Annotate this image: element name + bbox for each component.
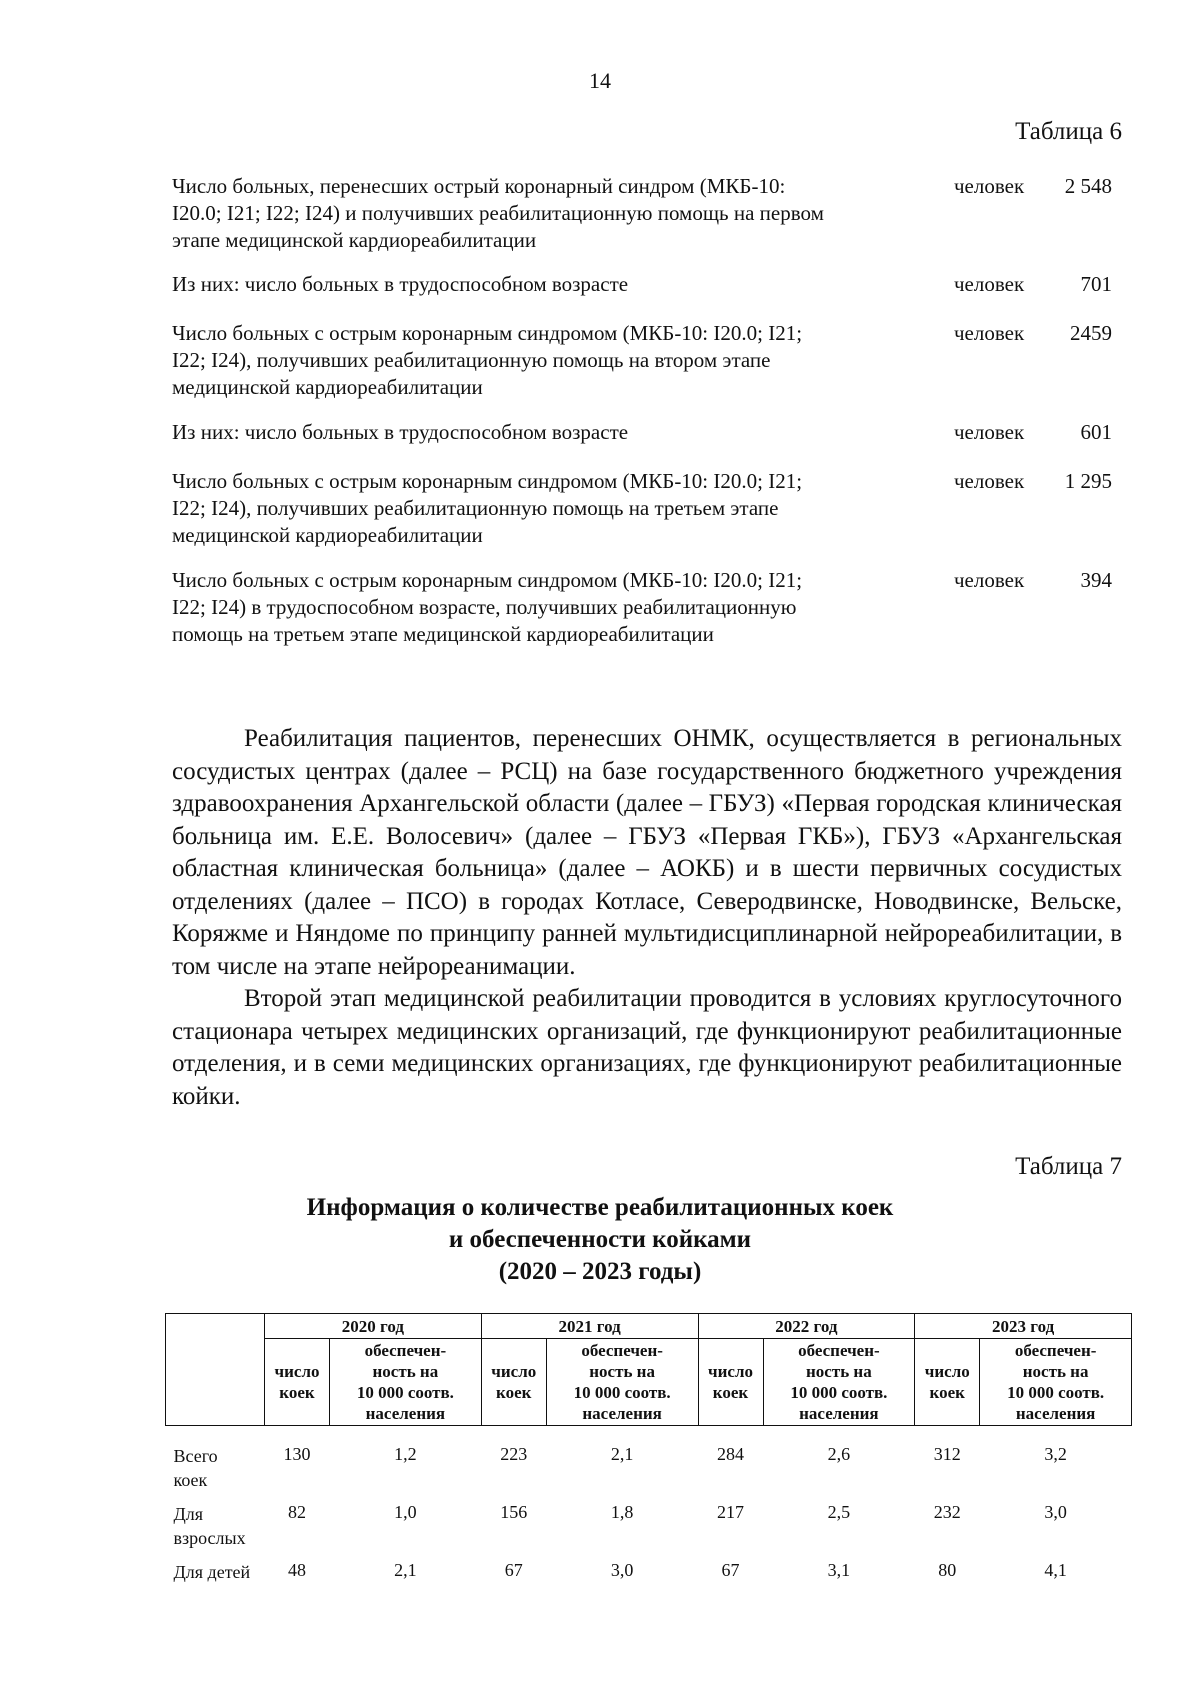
table-row	[166, 1560, 1132, 1618]
description-line: Из них: число больных в трудоспособном возрасте	[172, 420, 629, 444]
cell-value: 3,2	[1044, 1444, 1067, 1464]
provision-header	[546, 1339, 698, 1426]
header-line: обеспечен-	[364, 1341, 447, 1360]
title-line: (2020 – 2023 годы)	[498, 1258, 702, 1285]
cell-value: 232	[933, 1502, 961, 1522]
count-header	[698, 1339, 763, 1426]
header-line: ность на	[372, 1362, 439, 1381]
row-value: 394	[1080, 568, 1112, 592]
header-line: число	[924, 1362, 970, 1381]
row-description	[172, 419, 932, 446]
table-row	[166, 1426, 1132, 1503]
cell-value: 284	[717, 1444, 744, 1464]
header-line: 10 000 соотв.	[790, 1383, 888, 1402]
year-header: 2021 год	[481, 1314, 698, 1339]
row-value: 2 548	[1064, 174, 1112, 198]
table-7-label: Таблица 7	[1015, 1153, 1122, 1180]
header-line: коек	[929, 1383, 965, 1402]
count-header	[915, 1339, 980, 1426]
header-line: число	[491, 1362, 537, 1381]
cell-value: 312	[933, 1444, 961, 1464]
year-header: 2023 год	[915, 1314, 1132, 1339]
cell-value: 2,5	[827, 1502, 851, 1522]
table-6-label: Таблица 6	[1015, 118, 1122, 145]
row-value: 701	[1080, 272, 1112, 296]
cell-value: 3,1	[827, 1560, 851, 1580]
cell-value: 223	[500, 1444, 528, 1464]
cell-value: 3,0	[1044, 1502, 1067, 1522]
header-line: населения	[799, 1404, 879, 1423]
paragraph-rehabilitation-centers: Реабилитация пациентов, перенесших ОНМК, осуществляется в региональных сосудистых центрах (далее – РСЦ) на базе государственного бюджетного учреждения здравоохранения Архангельской области (далее – ГБУЗ) «Первая городская клиническая больница им. Е.Е. Волосевич» (далее – ГБУЗ «Первая ГКБ»), ГБУЗ «Архангельская областная клиническая больница» (далее – АОКБ) и в шести первичных сосудистых отделениях (далее – ПСО) в городах Котласе, Северодвинске, Новодвинске, Вельске, Коряжме и Няндоме по принципу ранней мультидисциплинарной нейрореабилитации, в том числе на этапе нейрореанимации.	[172, 725, 1122, 980]
description-line: I22; I24), получивших реабилитационную помощь на третьем этапе	[172, 496, 779, 520]
header-line: коек	[712, 1383, 749, 1402]
description-line: медицинской кардиореабилитации	[172, 523, 483, 547]
cell-value: 80	[938, 1560, 957, 1580]
description-line: медицинской кардиореабилитации	[172, 375, 483, 399]
cell-value: 4,1	[1044, 1560, 1067, 1580]
label-line: Для	[173, 1504, 204, 1524]
provision-header	[763, 1339, 915, 1426]
label-line: взрослых	[173, 1528, 246, 1548]
title-line: Информация о количестве реабилитационных коек	[306, 1194, 894, 1221]
row-value: 1 295	[1064, 469, 1112, 493]
paragraph-second-stage: Второй этап медицинской реабилитации проводится в условиях круглосуточного стационара четырех медицинских организаций, где функционируют реабилитационные отделения, и в семи медицинских организациях, где функционируют реабилитационные койки.	[172, 985, 1122, 1110]
table-7-title	[0, 1192, 1200, 1288]
cell-value: 130	[283, 1444, 311, 1464]
row-unit: человек	[954, 420, 1025, 444]
cell-value: 1,0	[394, 1502, 417, 1522]
label-line: Для детей	[173, 1562, 251, 1582]
table-7	[165, 1313, 1132, 1618]
cell-value: 156	[500, 1502, 528, 1522]
title-line: и обеспеченности койками	[448, 1226, 752, 1253]
header-line: коек	[496, 1383, 532, 1402]
header-line: ность на	[806, 1362, 872, 1381]
row-unit: человек	[954, 174, 1025, 198]
provision-header	[980, 1339, 1132, 1426]
header-empty	[166, 1314, 265, 1426]
header-line: населения	[365, 1404, 446, 1423]
count-header	[265, 1339, 330, 1426]
row-description	[172, 271, 932, 298]
cell-value: 67	[721, 1560, 740, 1580]
row-description	[172, 320, 932, 401]
cell-value: 2,1	[394, 1560, 417, 1580]
description-line: I22; I24), получивших реабилитационную помощь на втором этапе	[172, 348, 771, 372]
cell-value: 1,8	[610, 1502, 634, 1522]
header-line: число	[274, 1362, 320, 1381]
header-line: 10 000 соотв.	[356, 1383, 454, 1402]
row-value: 601	[1080, 420, 1112, 444]
row-description	[172, 468, 932, 549]
description-line: Из них: число больных в трудоспособном возрасте	[172, 272, 629, 296]
description-line: I20.0; I21; I22; I24) и получивших реабилитационную помощь на первом	[172, 201, 824, 225]
cell-value: 2,6	[827, 1444, 851, 1464]
row-unit: человек	[954, 568, 1025, 592]
description-line: Число больных с острым коронарным синдромом (МКБ-10: I20.0; I21;	[172, 321, 803, 345]
description-line: Число больных с острым коронарным синдромом (МКБ-10: I20.0; I21;	[172, 469, 803, 493]
row-description	[172, 173, 932, 254]
header-line: населения	[1015, 1404, 1096, 1423]
description-line: помощь на третьем этапе медицинской кардиореабилитации	[172, 622, 714, 646]
year-header: 2020 год	[265, 1314, 482, 1339]
header-line: обеспечен-	[1014, 1341, 1097, 1360]
label-line: Всего	[173, 1446, 218, 1466]
body-text	[172, 723, 1122, 1113]
header-line: число	[708, 1362, 753, 1381]
cell-value: 82	[288, 1502, 306, 1522]
description-line: I22; I24) в трудоспособном возрасте, получивших реабилитационную	[172, 595, 797, 619]
header-line: населения	[582, 1404, 662, 1423]
cell-value: 67	[504, 1560, 523, 1580]
description-line: этапе медицинской кардиореабилитации	[172, 228, 537, 252]
description-line: Число больных, перенесших острый коронарный синдром (МКБ-10:	[172, 174, 786, 198]
page-number: 14	[589, 68, 611, 93]
row-label	[166, 1502, 265, 1560]
cell-value: 1,2	[394, 1444, 417, 1464]
provision-header	[330, 1339, 482, 1426]
row-unit: человек	[954, 321, 1025, 345]
cell-value: 2,1	[610, 1444, 634, 1464]
header-line: 10 000 соотв.	[1007, 1383, 1105, 1402]
header-line: коек	[279, 1383, 315, 1402]
row-value: 2459	[1070, 321, 1112, 345]
count-header	[481, 1339, 546, 1426]
table-row	[166, 1502, 1132, 1560]
row-description	[172, 567, 932, 648]
row-unit: человек	[954, 272, 1025, 296]
cell-value: 48	[288, 1560, 306, 1580]
header-line: обеспечен-	[581, 1341, 663, 1360]
header-line: ность на	[589, 1362, 655, 1381]
cell-value: 3,0	[610, 1560, 634, 1580]
description-line: Число больных с острым коронарным синдромом (МКБ-10: I20.0; I21;	[172, 568, 803, 592]
cell-value: 217	[717, 1502, 744, 1522]
header-line: 10 000 соотв.	[573, 1383, 671, 1402]
row-label	[166, 1560, 265, 1618]
row-unit: человек	[954, 469, 1025, 493]
row-label	[166, 1426, 265, 1503]
year-header: 2022 год	[698, 1314, 915, 1339]
header-line: обеспечен-	[798, 1341, 880, 1360]
label-line: коек	[173, 1470, 208, 1490]
header-line: ность на	[1022, 1362, 1089, 1381]
